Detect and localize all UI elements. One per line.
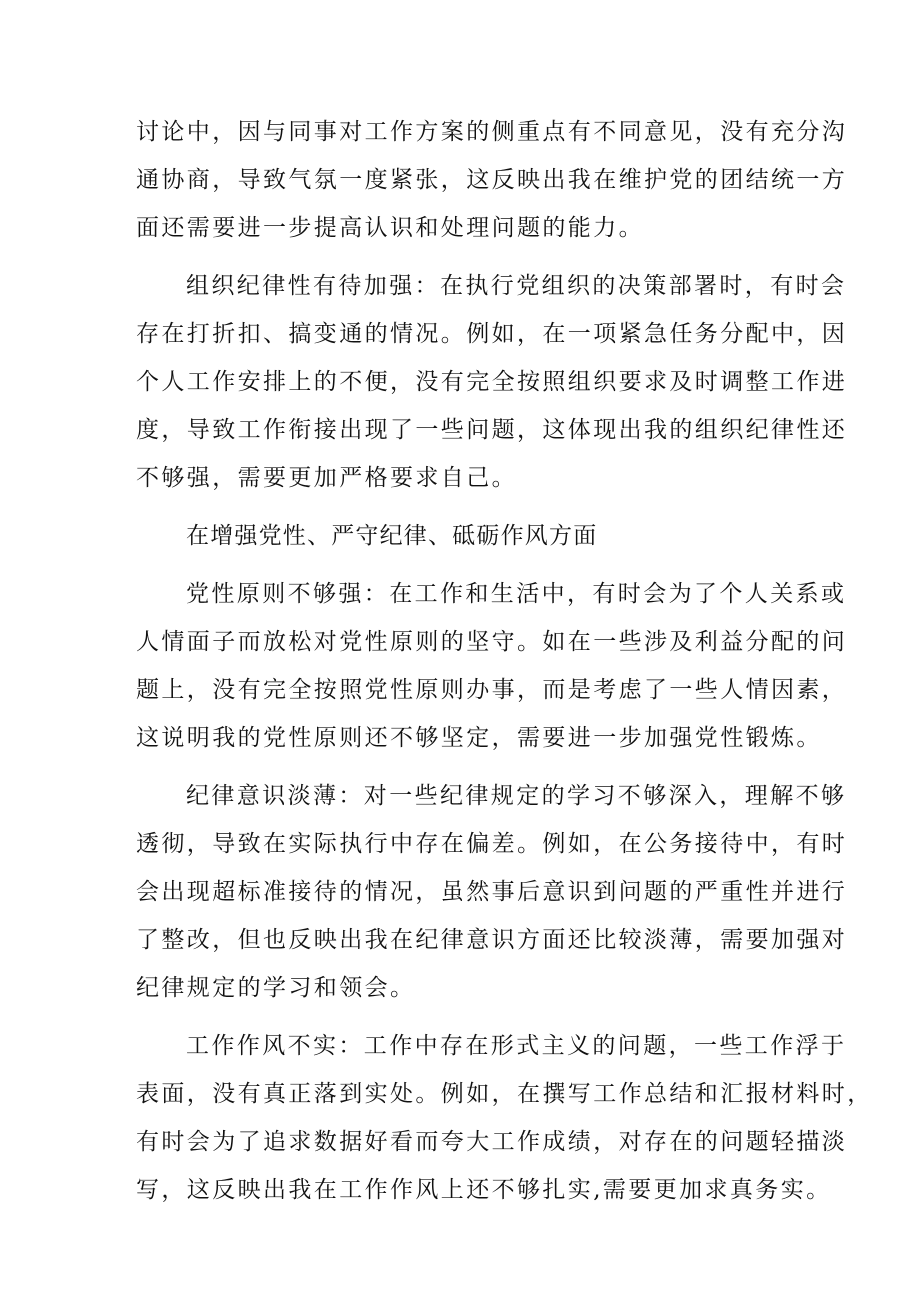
text-line: 工作作风不实：工作中存在形式主义的问题，一些工作浮于 (186, 1033, 847, 1059)
paragraph-discipline-awareness (136, 772, 848, 1012)
section-heading-text: 在增强党性、严守纪律、砥砺作风方面 (186, 523, 598, 549)
text-line: 个人工作安排上的不便，没有完全按照组织要求及时调整工作进 (136, 369, 848, 395)
paragraph-discipline (136, 262, 848, 502)
text-line: 讨论中，因与同事对工作方案的侧重点有不同意见，没有充分沟 (136, 119, 848, 145)
text-line: 纪律规定的学习和领会。 (136, 975, 416, 1001)
text-line: 透彻，导致在实际执行中存在偏差。例如，在公务接待中，有时 (136, 831, 848, 857)
text-line: 有时会为了追求数据好看而夸大工作成绩，对存在的问题轻描淡 (136, 1129, 848, 1155)
text-line: 题上，没有完全按照党性原则办事，而是考虑了一些人情因素， (136, 677, 848, 703)
text-line: 会出现超标准接待的情况，虽然事后意识到问题的严重性并进行 (136, 879, 848, 905)
paragraph-work-style (136, 1022, 873, 1214)
text-line: 不够强，需要更加严格要求自己。 (136, 465, 517, 491)
text-line: 纪律意识淡薄：对一些纪律规定的学习不够深入，理解不够 (186, 783, 847, 809)
text-line: 表面，没有真正落到实处。例如，在撰写工作总结和汇报材料时， (136, 1081, 873, 1107)
text-line: 组织纪律性有待加强：在执行党组织的决策部署时，有时会 (186, 273, 847, 299)
section-heading (136, 512, 798, 560)
document-body (136, 108, 873, 1214)
text-line: 存在打折扣、搞变通的情况。例如，在一项紧急任务分配中，因 (136, 321, 848, 347)
text-line: 度，导致工作衔接出现了一些问题，这体现出我的组织纪律性还 (136, 417, 848, 443)
text-line: 面还需要进一步提高认识和处理问题的能力。 (136, 215, 644, 241)
text-line: 写，这反映出我在工作作风上还不够扎实,需要更加求真务实。 (136, 1177, 832, 1203)
paragraph-party-principle (136, 570, 848, 762)
text-line: 了整改，但也反映出我在纪律意识方面还比较淡薄，需要加强对 (136, 927, 848, 953)
text-line: 通协商，导致气氛一度紧张，这反映出我在维护党的团结统一方 (136, 167, 848, 193)
paragraph-unity (136, 108, 848, 252)
text-line: 这说明我的党性原则还不够坚定，需要进一步加强党性锻炼。 (136, 725, 822, 751)
text-line: 党性原则不够强：在工作和生活中，有时会为了个人关系或 (186, 581, 847, 607)
text-line: 人情面子而放松对党性原则的坚守。如在一些涉及利益分配的问 (136, 629, 848, 655)
